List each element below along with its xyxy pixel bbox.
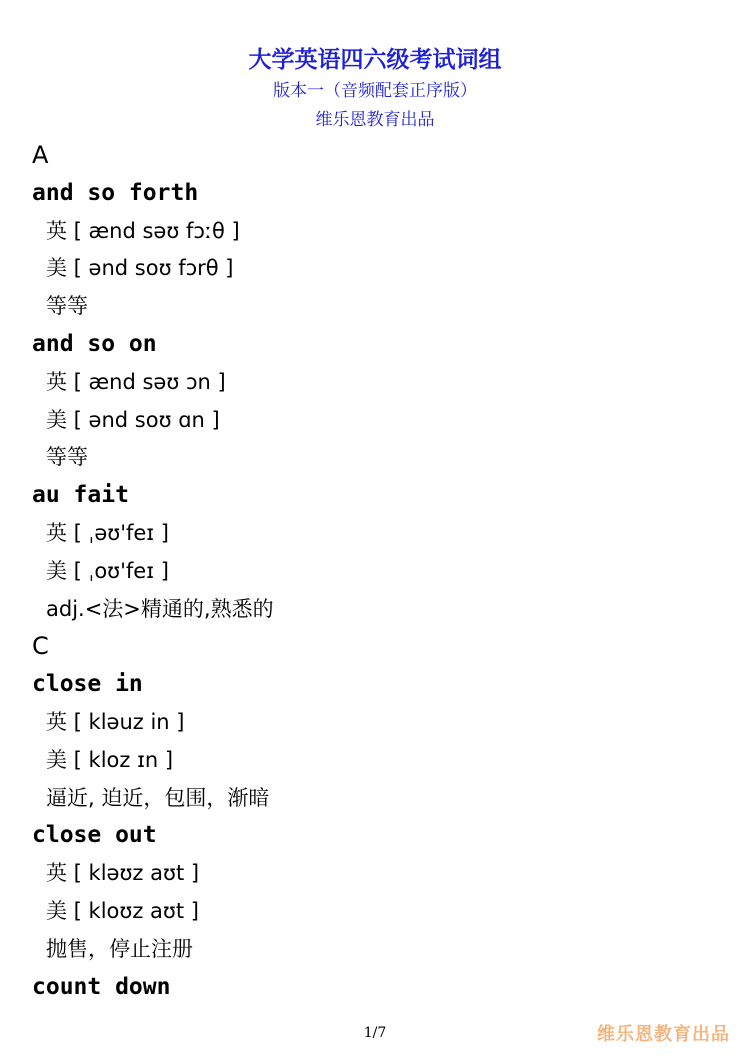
entry-uk-pronunciation: 英 [ ˌəʊ'feɪ ] bbox=[46, 520, 169, 545]
vocabulary-entry bbox=[32, 175, 722, 326]
entry-term: close out bbox=[32, 822, 157, 849]
entry-meaning: 抛售，停止注册 bbox=[46, 936, 193, 961]
entry-meaning: 等等 bbox=[46, 294, 88, 319]
entry-uk-pronunciation: 英 [ ænd səʊ ɔn ] bbox=[46, 369, 226, 394]
section-letter-a: A bbox=[32, 141, 49, 169]
entry-meaning: 等等 bbox=[46, 445, 88, 470]
vocabulary-entry bbox=[32, 326, 722, 477]
entry-us-pronunciation: 美 [ kloʊz aʊt ] bbox=[46, 898, 199, 923]
entry-meaning: adj.<法>精通的,熟悉的 bbox=[46, 596, 274, 621]
entry-meaning: 逼近, 迫近，包围，渐暗 bbox=[46, 785, 270, 810]
entry-us-pronunciation: 美 [ kloz ɪn ] bbox=[46, 747, 174, 772]
publisher-watermark: 维乐恩教育出品 bbox=[597, 1024, 730, 1045]
entry-uk-pronunciation: 英 [ ænd səʊ fɔːθ ] bbox=[46, 218, 240, 243]
entry-term: count down bbox=[32, 973, 171, 1000]
vocabulary-entry bbox=[32, 817, 722, 968]
vocabulary-entry bbox=[32, 477, 722, 628]
entry-us-pronunciation: 美 [ ˌoʊ'feɪ ] bbox=[46, 558, 169, 583]
document-subtitle: 版本一（音频配套正序版） bbox=[273, 81, 477, 101]
document-title: 大学英语四六级考试词组 bbox=[248, 47, 502, 73]
page-number: 1/7 bbox=[363, 1025, 387, 1041]
vocabulary-list bbox=[32, 137, 722, 1006]
entry-term: and so forth bbox=[32, 179, 199, 206]
entry-us-pronunciation: 美 [ ənd soʊ fɔrθ ] bbox=[46, 256, 234, 281]
entry-term: and so on bbox=[32, 330, 157, 357]
vocabulary-entry bbox=[32, 969, 722, 1007]
entry-term: au fait bbox=[32, 482, 129, 509]
entry-us-pronunciation: 美 [ ənd soʊ ɑn ] bbox=[46, 407, 220, 432]
document-publisher: 维乐恩教育出品 bbox=[315, 110, 435, 130]
entry-uk-pronunciation: 英 [ kləuz in ] bbox=[46, 709, 185, 734]
entry-uk-pronunciation: 英 [ kləʊz aʊt ] bbox=[46, 861, 200, 886]
entry-term: close in bbox=[32, 671, 143, 698]
vocabulary-entry bbox=[32, 666, 722, 817]
section-letter-c: C bbox=[32, 632, 49, 661]
